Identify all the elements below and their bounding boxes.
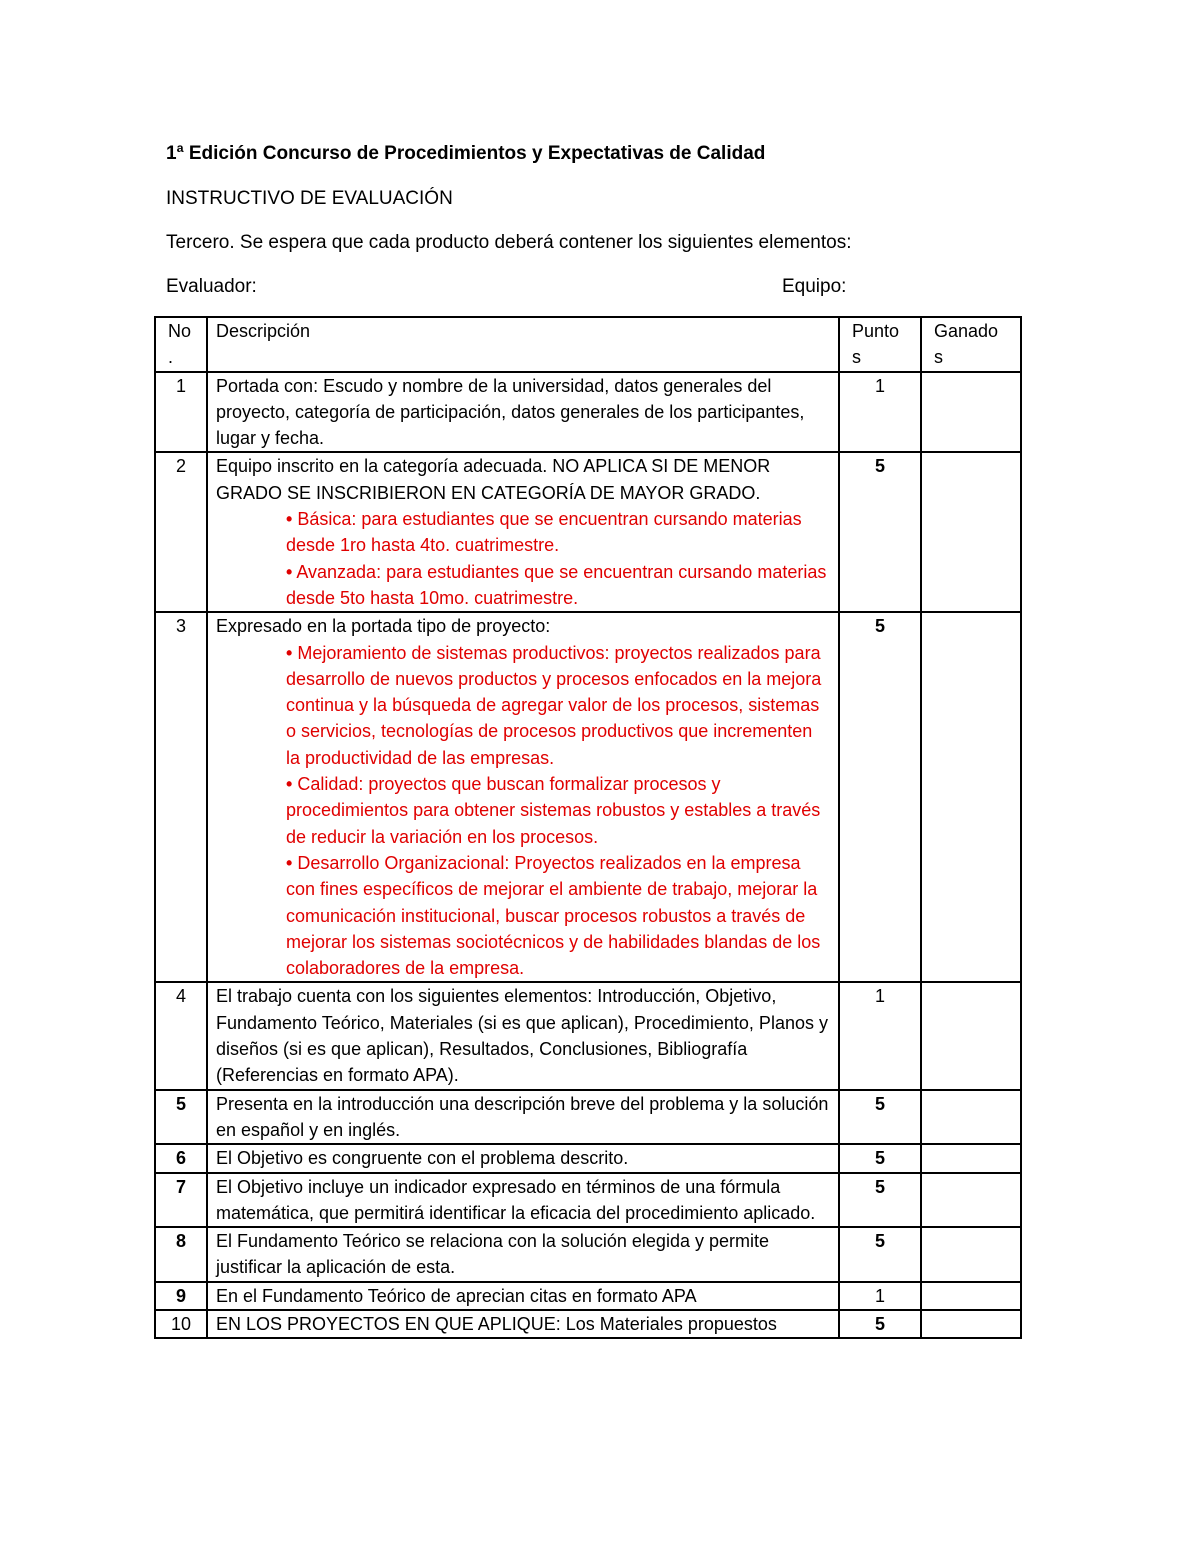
row-description: El Fundamento Teórico se relaciona con la solución elegida y permite justificar la aplicación de esta. [207,1227,839,1282]
header-no-line1: No [168,321,192,341]
header-ganados-line1: Ganado [934,321,999,341]
row-description: El Objetivo incluye un indicador expresado en términos de una fórmula matemática, que permitirá identificar la eficacia del procedimiento aplicado. [207,1173,839,1228]
table-row [155,372,1021,453]
bullet-text: Avanzada: para estudiantes que se encuentran cursando materias desde 5to hasta 10mo. cuatrimestre. [286,561,827,608]
row-description: En el Fundamento Teórico de aprecian citas en formato APA [207,1282,839,1310]
row-ganados-cell[interactable] [921,1144,1021,1172]
row-description: Presenta en la introducción una descripción breve del problema y la solución en español y en inglés. [207,1090,839,1145]
row-ganados-cell[interactable] [921,612,1021,982]
table-header-row [155,317,1021,372]
bullet-item [216,850,830,981]
table-row [155,1090,1021,1145]
header-ganados [921,317,1021,372]
row-ganados-cell[interactable] [921,1090,1021,1145]
header-no [155,317,207,372]
row-number: 10 [155,1310,207,1338]
document-subtitle: INSTRUCTIVO DE EVALUACIÓN [166,188,453,209]
row-points: 5 [839,1144,921,1172]
bullet-text: Calidad: proyectos que buscan formalizar procesos y procedimientos para obtener sistemas robustos y estables a través de reducir la variación en los procesos. [286,774,821,847]
table-row [155,1227,1021,1282]
table-row [155,982,1021,1089]
evaluador-label: Evaluador: [166,276,257,297]
row-points: 1 [839,372,921,453]
bullet-item [216,506,830,559]
bullet-text: Mejoramiento de sistemas productivos: proyectos realizados para desarrollo de nuevos productos y procesos enfocados en la mejora continua y la búsqueda de agregar valor de los procesos, sistemas o servicios, tecnologías de procesos productivos que incrementen la productividad de las empresas. [286,642,822,768]
header-no-line2: . [168,347,174,368]
row-number: 6 [155,1144,207,1172]
row-points: 1 [839,982,921,1089]
row-number: 9 [155,1282,207,1310]
header-puntos-line2: s [852,347,861,368]
row-ganados-cell[interactable] [921,452,1021,612]
header-ganados-line2: s [934,347,943,368]
row-points: 5 [839,1090,921,1145]
table-row [155,1310,1021,1338]
row-points: 5 [839,1173,921,1228]
intro-text: Tercero. Se espera que cada producto deberá contener los siguientes elementos: [166,232,852,253]
header-descripcion: Descripción [207,317,839,372]
row-number: 1 [155,372,207,453]
row-points: 5 [839,612,921,982]
bullet-icon: • [286,561,293,582]
row-ganados-cell[interactable] [921,1227,1021,1282]
bullet-text: Básica: para estudiantes que se encuentran cursando materias desde 1ro hasta 4to. cuatrimestre. [286,509,802,556]
header-puntos [839,317,921,372]
row-description: El trabajo cuenta con los siguientes elementos: Introducción, Objetivo, Fundamento Teórico, Materiales (si es que aplican), Procedimiento, Planos y diseños (si es que aplican), Resultados, Conclusiones, Bibliografía (Referencias en formato APA). [207,982,839,1089]
table-row [155,1144,1021,1172]
table-row [155,612,1021,982]
document-title: 1ª Edición Concurso de Procedimientos y Expectativas de Calidad [166,143,766,164]
bullet-icon: • [286,509,293,530]
row-points: 1 [839,1282,921,1310]
bullet-icon: • [286,642,293,663]
row-number: 7 [155,1173,207,1228]
row-points: 5 [839,1227,921,1282]
table-row [155,1173,1021,1228]
table-row [155,452,1021,612]
row-ganados-cell[interactable] [921,1282,1021,1310]
row-description: Portada con: Escudo y nombre de la universidad, datos generales del proyecto, categoría de participación, datos generales de los participantes, lugar y fecha. [207,372,839,453]
row-number: 4 [155,982,207,1089]
row-number: 8 [155,1227,207,1282]
row-description [207,612,839,982]
row-number: 2 [155,452,207,612]
table-row [155,1282,1021,1310]
row-description-text: Equipo inscrito en la categoría adecuada. NO APLICA SI DE MENOR GRADO SE INSCRIBIERON EN CATEGORÍA DE MAYOR GRADO. [216,456,771,503]
evaluation-table [154,316,1022,1339]
bullet-icon: • [286,852,293,873]
row-ganados-cell[interactable] [921,1310,1021,1338]
row-description: El Objetivo es congruente con el problema descrito. [207,1144,839,1172]
bullet-item [216,559,830,612]
header-puntos-line1: Punto [852,321,900,341]
row-number: 5 [155,1090,207,1145]
row-points: 5 [839,1310,921,1338]
row-description: EN LOS PROYECTOS EN QUE APLIQUE: Los Materiales propuestos [207,1310,839,1338]
equipo-label: Equipo: [782,276,847,297]
row-description-text: Expresado en la portada tipo de proyecto: [216,616,551,637]
row-number: 3 [155,612,207,982]
row-ganados-cell[interactable] [921,1173,1021,1228]
bullet-item [216,640,830,771]
row-ganados-cell[interactable] [921,982,1021,1089]
bullet-icon: • [286,774,293,795]
bullet-item [216,771,830,850]
row-description [207,452,839,612]
row-ganados-cell[interactable] [921,372,1021,453]
row-points: 5 [839,452,921,612]
bullet-text: Desarrollo Organizacional: Proyectos realizados en la empresa con fines específicos de mejorar el ambiente de trabajo, mejorar la comunicación institucional, buscar procesos robustos a través de mejorar los sistemas sociotécnicos y de habilidades blandas de los colaboradores de la empresa. [286,852,821,979]
